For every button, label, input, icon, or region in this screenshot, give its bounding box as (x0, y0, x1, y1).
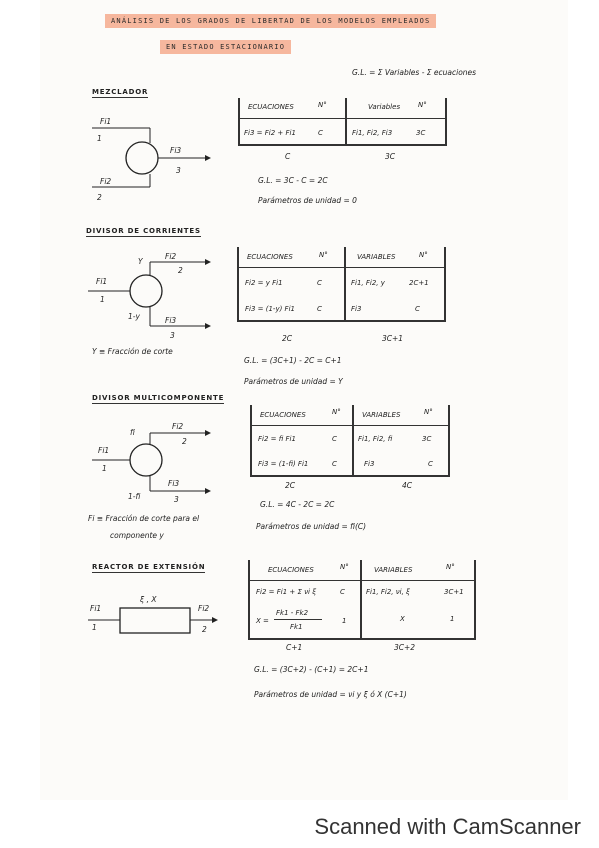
camscanner-watermark: Scanned with CamScanner (314, 814, 581, 839)
mezclador-gl: G.L. = 3C - C = 2C (258, 176, 328, 185)
multi-fi1: Fi1 (98, 446, 110, 455)
col-ecuaciones: ECUACIONES (260, 411, 306, 419)
section-title-divisor: DIVISOR DE CORRIENTES (86, 227, 201, 235)
divisor-n1: 1 (100, 295, 105, 304)
reactor-params: Parámetros de unidad = νi y ξ ó X (C+1) (254, 690, 407, 699)
col-variables: VARIABLES (357, 253, 396, 261)
multi-fi3: Fi3 (168, 479, 180, 488)
divisor-fi3: Fi3 (165, 316, 177, 325)
multi-sum-var: 4C (402, 481, 413, 490)
col-n: N° (332, 408, 341, 416)
eq2-numerator: Fk1 - Fk2 (276, 609, 309, 617)
eq-n-cell: C (318, 129, 323, 137)
reactor-table (248, 560, 476, 640)
col-n2: N° (418, 101, 427, 109)
reactor-extent-conversion: ξ , X (140, 595, 157, 604)
divisor-n2: 2 (178, 266, 183, 275)
var2-n-cell: 1 (450, 615, 455, 623)
eq1-n-cell: C (317, 279, 322, 287)
reactor-n1: 1 (92, 623, 97, 632)
mezclador-fi3: Fi3 (170, 146, 182, 155)
multi-1-fi: 1-fi (128, 492, 141, 501)
divisor-fi1: Fi1 (96, 277, 108, 286)
reactor-n2: 2 (202, 625, 207, 634)
var2-n-cell: C (415, 305, 420, 313)
col-ecuaciones: ECUACIONES (248, 103, 294, 111)
var1-n-cell: 2C+1 (409, 279, 429, 287)
multi-note-1: Fi ≡ Fracción de corte para el (88, 514, 200, 523)
col-n2: N° (446, 563, 455, 571)
eq2-n-cell: C (317, 305, 322, 313)
section-title-mezclador: MEZCLADOR (92, 88, 149, 96)
eq1-n-cell: C (332, 435, 337, 443)
divisor-n3: 3 (170, 331, 175, 340)
var1-n-cell: 3C (422, 435, 432, 443)
reactor-sum-var: 3C+2 (394, 643, 416, 652)
mezclador-n1: 1 (97, 134, 102, 143)
eq-cell: Fi3 = Fi2 + Fi1 (244, 129, 296, 137)
var1-cell: Fi1, Fi2, fi (358, 435, 393, 443)
eq2-cell: Fi3 = (1-fi) Fi1 (258, 460, 309, 468)
col-variables: VARIABLES (362, 411, 401, 419)
eq2-prefix: X = (256, 617, 269, 625)
fraction-bar (274, 619, 322, 620)
col-n: N° (340, 563, 349, 571)
col-n: N° (319, 251, 328, 259)
col-ecuaciones: ECUACIONES (268, 566, 314, 574)
divisor-note: Y ≡ Fracción de corte (92, 347, 173, 356)
var2-cell: X (400, 615, 405, 623)
gl-definition: G.L. = Σ Variables - Σ ecuaciones (352, 68, 477, 77)
var-n-cell: 3C (416, 129, 426, 137)
col-n2: N° (419, 251, 428, 259)
col-n2: N° (424, 408, 433, 416)
multi-sum-eq: 2C (285, 481, 296, 490)
eq2-n-cell: C (332, 460, 337, 468)
multi-n1: 1 (102, 464, 107, 473)
reactor-sum-eq: C+1 (286, 643, 303, 652)
divisor-gl: G.L. = (3C+1) - 2C = C+1 (244, 356, 342, 365)
mezclador-n2: 2 (97, 193, 102, 202)
mezclador-n3: 3 (176, 166, 181, 175)
section-title-multicomponente: DIVISOR MULTICOMPONENTE (92, 394, 225, 402)
var1-n-cell: 3C+1 (444, 588, 464, 596)
multi-n2: 2 (182, 437, 187, 446)
reactor-fi1: Fi1 (90, 604, 102, 613)
eq1-cell: Fi2 = Fi1 + Σ νi ξ (256, 588, 317, 596)
divisor-sum-eq: 2C (282, 334, 293, 343)
title-highlight-2: EN ESTADO ESTACIONARIO (160, 40, 291, 54)
eq1-n-cell: C (340, 588, 345, 596)
multi-params: Parámetros de unidad = fi(C) (256, 522, 367, 531)
eq1-cell: Fi2 = fi Fi1 (258, 435, 296, 443)
var2-cell: Fi3 (351, 305, 362, 313)
col-n: N° (318, 101, 327, 109)
eq2-n-cell: 1 (342, 617, 347, 625)
var2-cell: Fi3 (364, 460, 375, 468)
var1-cell: Fi1, Fi2, νi, ξ (366, 588, 410, 596)
mezclador-fi1: Fi1 (100, 117, 112, 126)
section-title-reactor: REACTOR DE EXTENSIÓN (92, 563, 206, 571)
divisor-sum-var: 3C+1 (382, 334, 404, 343)
mezclador-sum-var: 3C (385, 152, 396, 161)
col-variables: VARIABLES (374, 566, 413, 574)
col-ecuaciones: ECUACIONES (247, 253, 293, 261)
multi-fi: fi (130, 428, 135, 437)
divisor-y: Y (138, 257, 143, 266)
eq2-denominator: Fk1 (290, 623, 303, 631)
eq1-cell: Fi2 = y Fi1 (245, 279, 283, 287)
var1-cell: Fi1, Fi2, y (351, 279, 385, 287)
multi-note-2: componente y (110, 531, 164, 540)
mezclador-params: Parámetros de unidad = 0 (258, 196, 357, 205)
mezclador-fi2: Fi2 (100, 177, 112, 186)
col-variables: Variables (368, 103, 401, 111)
multi-gl: G.L. = 4C - 2C = 2C (260, 500, 335, 509)
multi-n3: 3 (174, 495, 179, 504)
eq2-cell: Fi3 = (1-y) Fi1 (245, 305, 295, 313)
var-cell: Fi1, Fi2, Fi3 (352, 129, 393, 137)
multi-fi2: Fi2 (172, 422, 184, 431)
mezclador-sum-eq: C (285, 152, 291, 161)
reactor-gl: G.L. = (3C+2) - (C+1) = 2C+1 (254, 665, 369, 674)
reactor-fi2: Fi2 (198, 604, 210, 613)
title-highlight-1: ANÁLISIS DE LOS GRADOS DE LIBERTAD DE LOS MODELOS EMPLEADOS (105, 14, 436, 28)
divisor-params: Parámetros de unidad = Y (244, 377, 343, 386)
divisor-fi2: Fi2 (165, 252, 177, 261)
var2-n-cell: C (428, 460, 433, 468)
divisor-1-y: 1-y (128, 312, 140, 321)
